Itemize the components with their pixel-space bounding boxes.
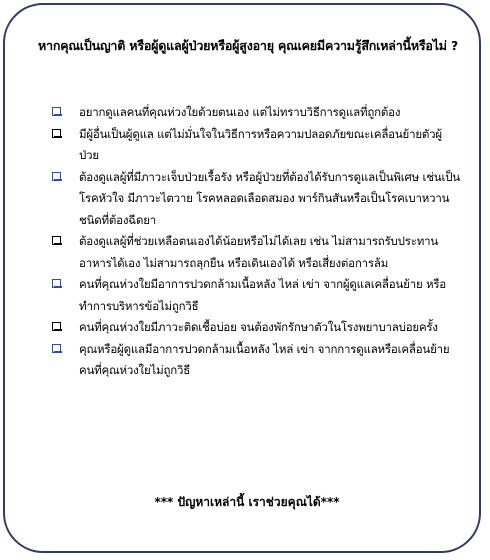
list-item <box>50 124 460 167</box>
card-title: หากคุณเป็นญาติ หรือผู้ดูแลผู้ป่วยหรือผู้สูงอายุ คุณเคยมีความรู้สึกเหล่านี้หรือไม่ ? <box>38 38 459 53</box>
checkbox-icon <box>52 236 61 245</box>
footer-tagline: *** ปัญหาเหล่านี้ เราช่วยคุณได้*** <box>154 495 340 509</box>
item-text: คนที่คุณห่วงใยมีภาวะติดเชื้อบ่อย จนต้องพักรักษาตัวในโรงพยาบาลบ่อยครั้ง <box>79 320 438 334</box>
checkbox-icon <box>52 322 61 331</box>
list-item <box>50 167 460 232</box>
item-text: คนที่คุณห่วงใยมีอาการปวดกล้ามเนื้อหลัง ไหล่ เข่า จากผู้ดูแลเคลื่อนย้าย หรือทำการบริหารข้อไม่ถูกวิธี <box>79 277 447 313</box>
checkbox-icon <box>52 129 61 138</box>
list-item <box>50 231 460 274</box>
list-item <box>50 102 460 124</box>
item-text: มีผู้อื่นเป็นผู้ดูแล แต่ไม่มั่นใจในวิธีการหรือความปลอดภัยขณะเคลื่อนย้ายตัวผู้ป่วย <box>79 126 442 162</box>
item-text: คุณหรือผู้ดูแลมีอาการปวดกล้ามเนื้อหลัง ไหล่ เข่า จากการดูแลหรือเคลื่อนย้ายคนที่คุณห่วงใยไม่ถูกวิธี <box>79 341 450 377</box>
checkbox-icon <box>52 344 61 353</box>
list-item <box>50 317 460 339</box>
checkbox-icon <box>52 279 61 288</box>
item-text: ต้องดูแลผู้ที่ช่วยเหลือตนเองได้น้อยหรือไม่ได้เลย เช่น ไม่สามารถรับประทานอาหารได้เอง ไม่สามารถลุกยืน หรือเดินเองได้ หรือเสี่ยงต่อการล้ม <box>79 234 438 270</box>
list-item <box>50 339 460 382</box>
concern-list <box>50 102 460 382</box>
list-item <box>50 274 460 317</box>
item-text: อยากดูแลคนที่คุณห่วงใยด้วยตนเอง แต่ไม่ทราบวิธีการดูแลที่ถูกต้อง <box>79 105 401 119</box>
info-card <box>3 3 481 553</box>
checkbox-icon <box>52 172 61 181</box>
item-text: ต้องดูแลผู้ที่มีภาวะเจ็บป่วยเรื้อรัง หรือผู้ป่วยที่ต้องได้รับการดูแลเป็นพิเศษ เช่นเป็นโรคหัวใจ มีภาวะไตวาย โรคหลอดเลือดสมอง พาร์กินสันหรือเป็นโรคเบาหวานชนิดที่ต้องฉีดยา <box>79 169 460 227</box>
checkbox-icon <box>52 107 61 116</box>
